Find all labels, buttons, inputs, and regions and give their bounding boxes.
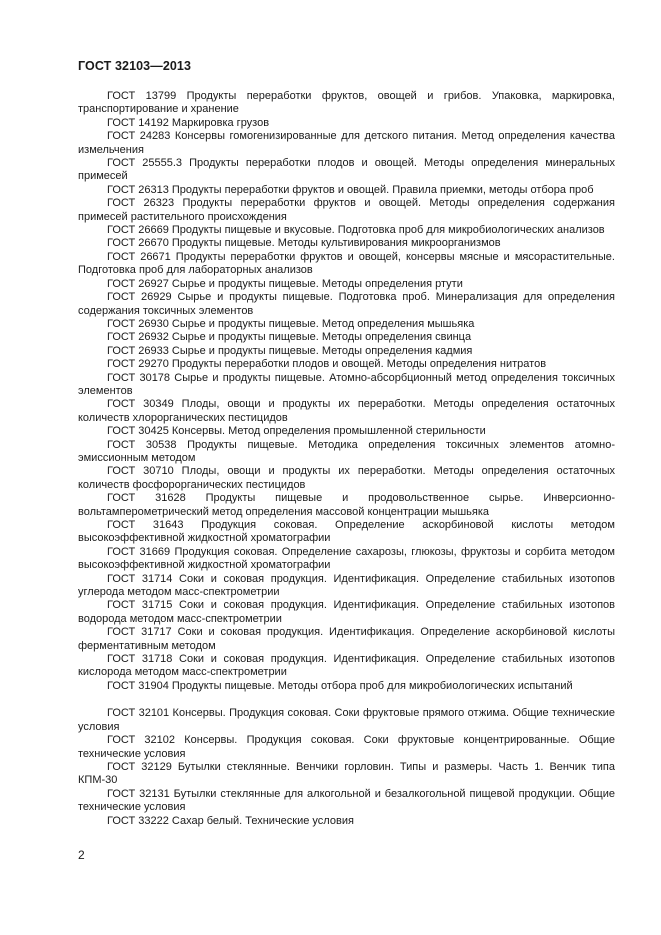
- reference-item: ГОСТ 26669 Продукты пищевые и вкусовые. Подготовка проб для микробиологических анализов: [107, 224, 605, 237]
- reference-item: ГОСТ 26671 Продукты переработки фруктов и овощей, консервы мясные и мясорастительные. Подготовка проб для лабораторных анализов: [78, 250, 615, 277]
- reference-item: ГОСТ 26927 Сырье и продукты пищевые. Методы определения ртути: [107, 277, 463, 290]
- reference-item: ГОСТ 31715 Соки и соковая продукция. Идентификация. Определение стабильных изотопов водорода методом масс-спектрометрии: [78, 599, 615, 625]
- reference-item: ГОСТ 26929 Сырье и продукты пищевые. Подготовка проб. Минерализация для определения содержания токсичных элементов: [78, 291, 615, 317]
- reference-item: ГОСТ 26670 Продукты пищевые. Методы культивирования микроорганизмов: [107, 237, 501, 250]
- reference-item: ГОСТ 30425 Консервы. Метод определения промышленной стерильности: [107, 425, 486, 438]
- reference-item: ГОСТ 32129 Бутылки стеклянные. Венчики горловин. Типы и размеры. Часть 1. Венчик типа КПМ-30: [78, 760, 615, 787]
- reference-item: ГОСТ 31717 Соки и соковая продукция. Идентификация. Определение аскорбиновой кислоты ферментативным методом: [78, 626, 615, 652]
- reference-item: ГОСТ 26932 Сырье и продукты пищевые. Методы определения свинца: [107, 331, 472, 344]
- reference-item: ГОСТ 32102 Консервы. Продукция соковая. Соки фруктовые концентрированные. Общие технические условия: [78, 734, 615, 760]
- reference-item: ГОСТ 26313 Продукты переработки фруктов и овощей. Правила приемки, методы отбора проб: [107, 183, 594, 196]
- reference-item: ГОСТ 25555.3 Продукты переработки плодов и овощей. Методы определения минеральных примесей: [78, 157, 615, 183]
- normative-references-list: [78, 90, 615, 828]
- reference-item: ГОСТ 31714 Соки и соковая продукция. Идентификация. Определение стабильных изотопов углерода методом масс-спектрометрии: [78, 572, 615, 599]
- reference-item: ГОСТ 26933 Сырье и продукты пищевые. Методы определения кадмия: [107, 344, 473, 357]
- reference-item: ГОСТ 30178 Сырье и продукты пищевые. Атомно-абсорбционный метод определения токсичных элементов: [78, 371, 615, 397]
- reference-item: ГОСТ 31643 Продукция соковая. Определение аскорбиновой кислоты методом высокоэффективной жидкостной хроматографии: [78, 519, 615, 545]
- reference-item: ГОСТ 26323 Продукты переработки фруктов и овощей. Методы определения содержания примесей растительного происхождения: [78, 197, 615, 223]
- reference-item: ГОСТ 13799 Продукты переработки фруктов, овощей и грибов. Упаковка, маркировка, транспортирование и хранение: [78, 90, 615, 116]
- reference-item: ГОСТ 31904 Продукты пищевые. Методы отбора проб для микробиологических испытаний: [107, 679, 573, 692]
- reference-item: ГОСТ 32131 Бутылки стеклянные для алкогольной и безалкогольной пищевой продукции. Общие технические условия: [78, 787, 615, 814]
- reference-item: ГОСТ 26930 Сырье и продукты пищевые. Метод определения мышьяка: [107, 317, 475, 330]
- reference-item: ГОСТ 14192 Маркировка грузов: [107, 116, 270, 129]
- reference-item: ГОСТ 31718 Соки и соковая продукция. Идентификация. Определение стабильных изотопов кислорода методом масс-спектрометрии: [78, 653, 615, 679]
- document-header: ГОСТ 32103—2013: [78, 59, 192, 73]
- reference-item: ГОСТ 30710 Плоды, овощи и продукты их переработки. Методы определения остаточных количеств фосфорорганических пестицидов: [78, 465, 615, 491]
- page-number: 2: [78, 848, 85, 862]
- reference-item: ГОСТ 29270 Продукты переработки плодов и овощей. Методы определения нитратов: [107, 358, 547, 371]
- reference-item: ГОСТ 24283 Консервы гомогенизированные для детского питания. Метод определения качества измельчения: [78, 130, 615, 156]
- reference-item: ГОСТ 32101 Консервы. Продукция соковая. Соки фруктовые прямого отжима. Общие технические условия: [78, 707, 615, 733]
- reference-item: ГОСТ 30538 Продукты пищевые. Методика определения токсичных элементов атомно-эмиссионным методом: [78, 438, 615, 464]
- reference-item: ГОСТ 33222 Сахар белый. Технические условия: [107, 814, 354, 827]
- reference-item: ГОСТ 31669 Продукция соковая. Определение сахарозы, глюкозы, фруктозы и сорбита методом высокоэффективной жидкостной хроматографии: [78, 545, 615, 572]
- reference-item: ГОСТ 31628 Продукты пищевые и продовольственное сырье. Инверсионно-вольтамперометрический метод определения массовой концентрации мышьяка: [78, 492, 615, 518]
- reference-item: ГОСТ 30349 Плоды, овощи и продукты их переработки. Методы определения остаточных количеств хлорорганических пестицидов: [78, 398, 615, 424]
